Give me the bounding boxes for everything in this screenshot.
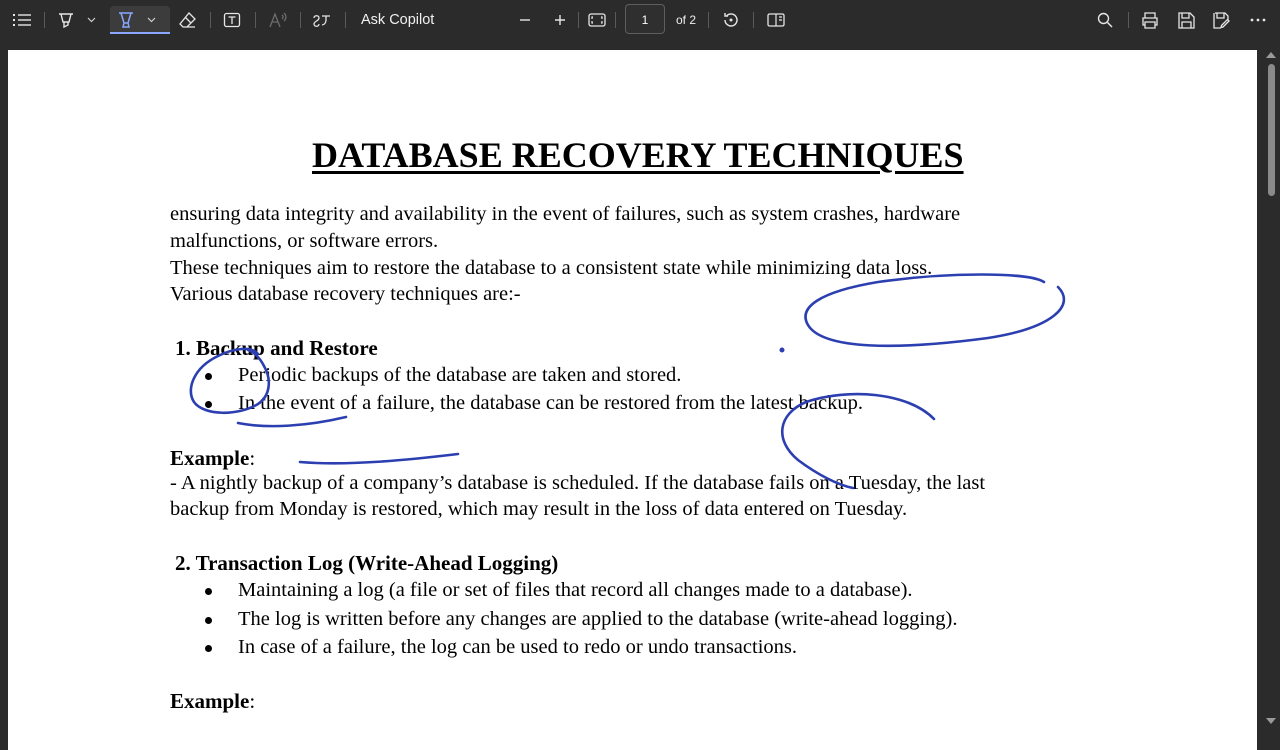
save-icon[interactable] (1174, 8, 1198, 32)
active-tool-indicator (110, 32, 170, 34)
scroll-down-icon[interactable] (1266, 718, 1276, 724)
page-view-icon[interactable] (764, 8, 788, 32)
example-label: Example (170, 446, 250, 470)
ink-arc-latest (782, 394, 934, 488)
vertical-scrollbar[interactable] (1262, 50, 1280, 730)
intro-line: malfunctions, or software errors. (170, 230, 439, 252)
pdf-page (8, 50, 1257, 750)
page-number-input[interactable]: 1 (625, 4, 665, 34)
search-icon[interactable] (1093, 8, 1117, 32)
list-item: Periodic backups of the database are taken and stored. (238, 364, 682, 386)
rotate-icon[interactable] (719, 8, 743, 32)
list-item: In case of a failure, the log can be used to redo or undo transactions. (238, 636, 797, 658)
page-total: of 2 (676, 13, 697, 27)
ask-copilot-button[interactable]: Ask Copilot (361, 12, 435, 28)
intro-line: ensuring data integrity and availability in the event of failures, such as system crashes, hardware (170, 203, 961, 225)
example-colon: : (249, 689, 256, 713)
document-viewer[interactable] (0, 40, 1280, 720)
example-line: backup from Monday is restored, which may result in the loss of data entered on Tuesday. (170, 498, 908, 520)
fit-page-icon[interactable] (585, 8, 609, 32)
text-box-icon[interactable] (220, 8, 244, 32)
read-aloud-icon[interactable] (266, 8, 290, 32)
ink-dot (781, 349, 783, 351)
list-item: In the event of a failure, the database can be restored from the latest backup. (238, 392, 863, 414)
toolbar-separator (210, 12, 211, 28)
toolbar (0, 0, 1280, 40)
toolbar-separator (345, 12, 346, 28)
pen-icon[interactable] (54, 8, 78, 32)
toolbar-separator (44, 12, 45, 28)
ink-circle-backup (191, 349, 269, 413)
highlighter-icon[interactable] (114, 8, 138, 32)
intro-line: These techniques aim to restore the database to a consistent state while minimizing data loss. (170, 257, 933, 279)
toolbar-separator (1128, 12, 1129, 28)
toolbar-separator (753, 12, 754, 28)
toolbar-separator (255, 12, 256, 28)
example-line: - A nightly backup of a company’s database is scheduled. If the database fails on a Tuesday, the last (170, 472, 986, 494)
example-label: Example (170, 689, 250, 713)
intro-line: Various database recovery techniques are:- (170, 283, 521, 305)
ink-circle-minimizing (806, 275, 1064, 346)
ink-underline-periodic (238, 417, 346, 426)
ink-underline-failure (300, 454, 458, 463)
scroll-thumb[interactable] (1268, 64, 1275, 196)
toolbar-separator (615, 12, 616, 28)
document-title: DATABASE RECOVERY TECHNIQUES (312, 135, 964, 175)
toolbar-separator (578, 12, 579, 28)
save-as-icon[interactable] (1210, 8, 1234, 32)
example-colon: : (249, 446, 256, 470)
minus-icon[interactable] (513, 8, 537, 32)
toolbar-separator (300, 12, 301, 28)
list-icon[interactable] (10, 8, 34, 32)
list-item: The log is written before any changes are applied to the database (write-ahead logging). (238, 608, 958, 630)
plus-icon[interactable] (548, 8, 572, 32)
section-heading: 1. Backup and Restore (175, 336, 378, 360)
chevron-down-icon[interactable] (84, 10, 98, 30)
print-icon[interactable] (1138, 8, 1162, 32)
ink-annotations[interactable] (8, 50, 1257, 750)
section-heading: 2. Transaction Log (Write-Ahead Logging) (175, 551, 559, 575)
eraser-icon[interactable] (176, 8, 200, 32)
toolbar-separator (708, 12, 709, 28)
translate-icon[interactable] (310, 8, 334, 32)
chevron-down-icon[interactable] (144, 10, 158, 30)
more-icon[interactable] (1246, 8, 1270, 32)
list-item: Maintaining a log (a file or set of files that record all changes made to a database). (238, 579, 913, 601)
scroll-up-icon[interactable] (1266, 52, 1276, 58)
